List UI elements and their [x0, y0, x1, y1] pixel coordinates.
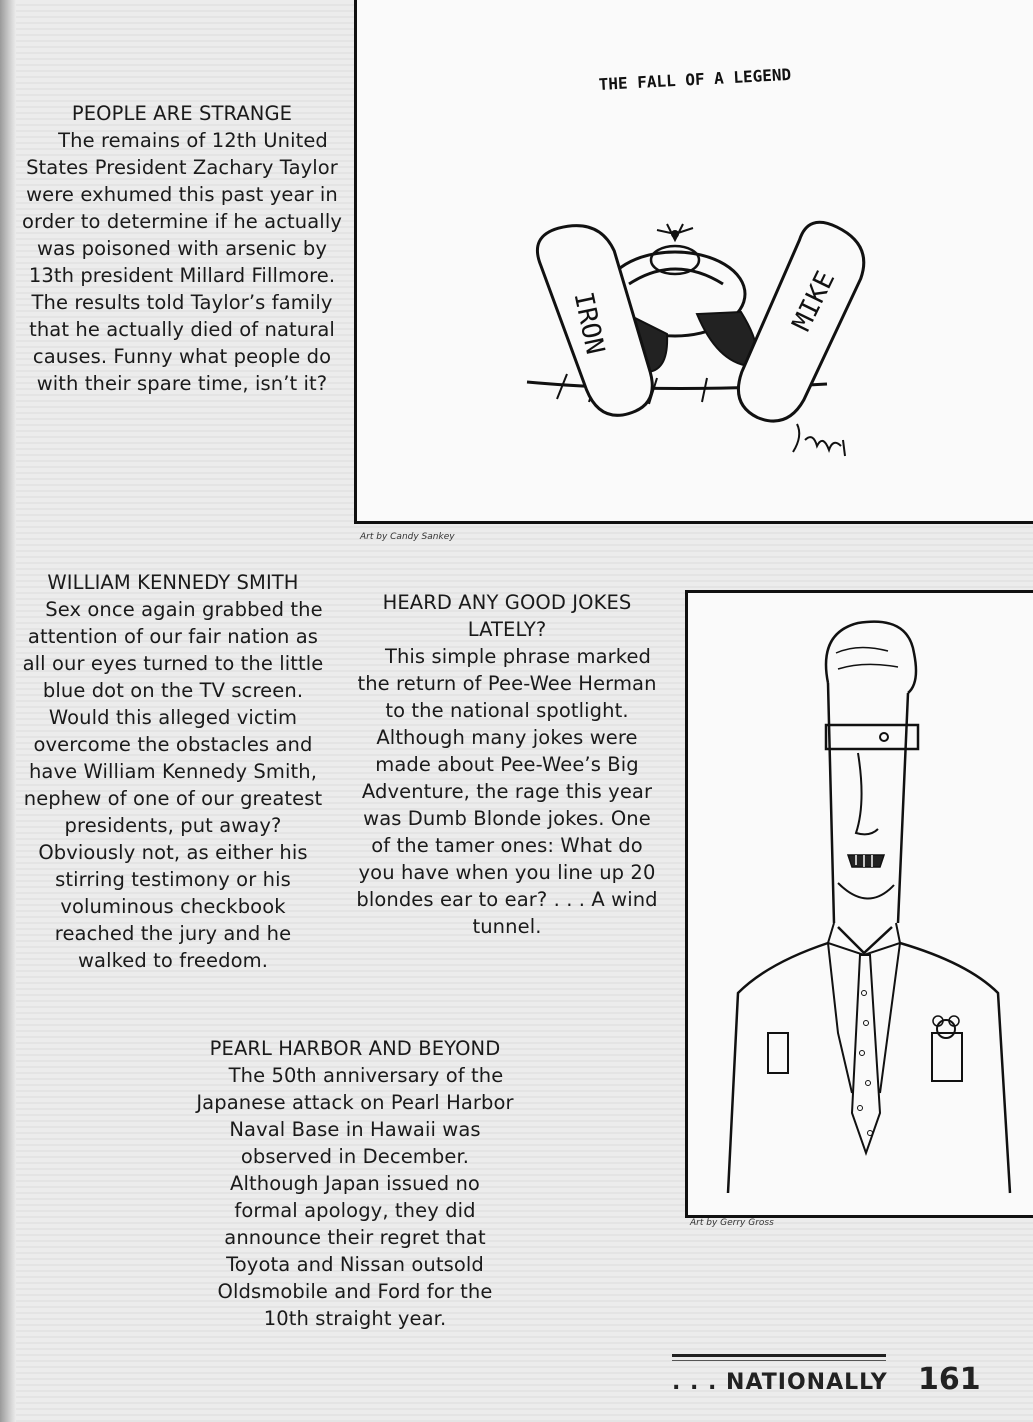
- section-label: . . . NATIONALLY: [672, 1370, 888, 1395]
- cartoon-title: THE FALL OF A LEGEND: [598, 64, 792, 94]
- cartoon-drawing: [688, 593, 1033, 1215]
- page-number: 161: [918, 1362, 981, 1397]
- footer-rule: [672, 1354, 886, 1357]
- left-shoe-label: IRON: [567, 289, 610, 357]
- article-heard-any-good-jokes: [356, 589, 658, 940]
- cartoon-credit: Art by Gerry Gross: [690, 1218, 774, 1228]
- cartoon-pee-wee-figure: [685, 590, 1033, 1218]
- article-body: The remains of 12th United States President Zachary Taylor were exhumed this past year in order to determine if he actually was poisoned with arsenic by 13th president Millard Fillmore. The results told Taylor’s family that he actually died of natural causes. Funny what people do with their spare time, isn’t it?: [22, 129, 342, 395]
- right-shoe-label: MIKE: [786, 266, 842, 336]
- cartoon-credit: Art by Candy Sankey: [360, 532, 455, 542]
- article-body: This simple phrase marked the return of Pee-Wee Herman to the national spotlight. Although many jokes were made about Pee-Wee’s Big Adventure, the rage this year was Dumb Blonde jokes. One of the tamer ones: What do you have when you line up 20 blondes ear to ear? . . . A wind tunnel.: [356, 645, 658, 938]
- article-body: The 50th anniversary of the Japanese attack on Pearl Harbor Naval Base in Hawaii was observed in December. Although Japan issued no formal apology, they did announce their regret that Toyota and Nissan outsold Oldsmobile and Ford for the 10th straight year.: [196, 1064, 514, 1330]
- article-william-kennedy-smith: [18, 569, 328, 974]
- cartoon-fall-of-a-legend: [354, 0, 1033, 524]
- article-heading: PEOPLE ARE STRANGE: [71, 102, 293, 125]
- footer-rule-thin: [672, 1360, 886, 1361]
- cartoon-drawing: [357, 0, 1033, 521]
- article-pearl-harbor: [196, 1035, 514, 1332]
- article-body: Sex once again grabbed the attention of our fair nation as all our eyes turned to the little blue dot on the TV screen. Would this alleged victim overcome the obstacles and have William Kennedy Smith, nephew of one of our greatest presidents, put away? Obviously not, as either his stirring testimony or his voluminous checkbook reached the jury and he walked to freedom.: [22, 598, 324, 972]
- page-binding-edge: [0, 0, 16, 1422]
- article-heading: HEARD ANY GOOD JOKES LATELY?: [382, 591, 632, 641]
- article-people-are-strange: [22, 100, 342, 397]
- article-heading: WILLIAM KENNEDY SMITH: [47, 571, 299, 594]
- artist-signature: [793, 424, 845, 456]
- article-heading: PEARL HARBOR AND BEYOND: [209, 1037, 501, 1060]
